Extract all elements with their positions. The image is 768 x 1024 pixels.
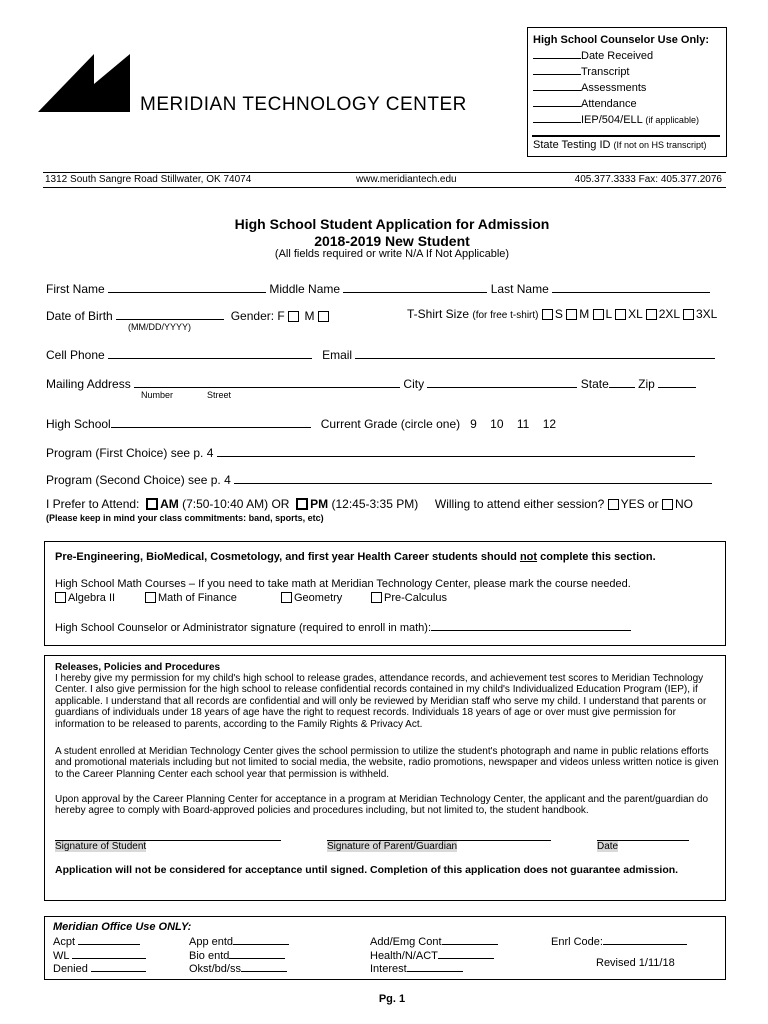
gender-f-checkbox[interactable] [288, 311, 299, 322]
geometry-label: Geometry [294, 592, 343, 604]
pm-checkbox[interactable] [296, 498, 308, 510]
cell-phone-field[interactable] [108, 346, 312, 359]
program-first-label: Program (First Choice) see p. 4 [46, 446, 214, 460]
math-finance-checkbox[interactable] [145, 592, 156, 603]
tshirt-3xl-checkbox[interactable] [683, 309, 694, 320]
office-wl-label: WL [53, 949, 70, 962]
counselor-box-title: High School Counselor Use Only: [533, 34, 710, 46]
prefer-label: I Prefer to Attend: [46, 497, 140, 511]
precalc-checkbox[interactable] [371, 592, 382, 603]
releases-heading: Releases, Policies and Procedures [55, 662, 221, 673]
number-hint: Number [141, 390, 174, 400]
precalc-label: Pre-Calculus [384, 592, 447, 604]
gender-m-label: M [304, 309, 315, 323]
tshirt-l-checkbox[interactable] [593, 309, 604, 320]
grade-12[interactable]: 12 [542, 417, 557, 431]
pm-time: (12:45-3:35 PM) [331, 497, 419, 511]
middle-name-field[interactable] [343, 280, 487, 293]
form-instructions: (All fields required or write N/A If Not Applicable) [274, 248, 510, 260]
tshirt-m-checkbox[interactable] [566, 309, 577, 320]
email-label: Email [322, 348, 353, 362]
am-time: (7:50-10:40 AM) OR [182, 497, 290, 511]
office-denied-label: Denied [53, 963, 88, 975]
state-label: State [580, 377, 609, 391]
math-heading-a: Pre-Engineering, BioMedical, Cosmetology, and first year Health Career students should [55, 551, 520, 563]
page-number: Pg. 1 [378, 993, 406, 1005]
program-second-label: Program (Second Choice) see p. 4 [46, 473, 231, 487]
geometry-checkbox[interactable] [281, 592, 292, 603]
office-enrl-code-label: Enrl Code: [551, 936, 603, 948]
acceptance-notice: Application will not be considered for acceptance until signed. Completion of this application does not guarantee admission. [55, 864, 679, 876]
math-heading-b: complete this section. [537, 551, 656, 563]
program-first-field[interactable] [217, 444, 695, 457]
city-label: City [403, 377, 425, 391]
office-interest-label: Interest [370, 963, 407, 975]
tshirt-2xl-checkbox[interactable] [646, 309, 657, 320]
grade-11[interactable]: 11 [516, 417, 530, 431]
counselor-signature-field[interactable] [431, 619, 631, 631]
state-field[interactable] [609, 375, 635, 388]
gender-m-checkbox[interactable] [318, 311, 329, 322]
counselor-item-assessments: Assessments [581, 82, 647, 94]
yes-label: YES or [620, 497, 659, 511]
tshirt-2xl-label: 2XL [658, 307, 680, 321]
zip-label: Zip [638, 377, 655, 391]
dob-hint: (MM/DD/YYYY) [128, 322, 191, 332]
tshirt-s-checkbox[interactable] [542, 309, 553, 320]
office-okst-label: Okst/bd/ss [189, 963, 241, 975]
first-name-label: First Name [46, 282, 105, 296]
tshirt-m-label: M [579, 307, 590, 321]
pm-label: PM [310, 497, 329, 511]
website: www.meridiantech.edu [356, 174, 457, 185]
counselor-use-box [527, 27, 727, 157]
date-signature-label: Date [597, 841, 619, 852]
math-heading-not: not [519, 551, 538, 563]
no-label: NO [675, 497, 694, 511]
math-section [44, 541, 726, 646]
form-title: High School Student Application for Admission [234, 216, 550, 232]
state-testing-note: (If not on HS transcript) [613, 140, 707, 150]
counselor-item-transcript: Transcript [581, 66, 630, 78]
am-label: AM [160, 497, 179, 511]
counselor-item-date-received: Date Received [581, 50, 654, 62]
tshirt-l-label: L [605, 307, 612, 321]
releases-paragraph-1: I hereby give my permission for my child's high school to release grades, attendance records, and achievement test scores to Meridian Technology Center. I also give permission for the high school to release confidential records contained in my child's Individualized Education Program (IEP), if applicable. I understand that all records are confidential and will only be reviewed by Meridian staff who serve my child. I understand that parents or guardians of individuals under 18 years of age have the right to request records. Individuals 18 years of age or over must give permission for information to be released to parents, according to the Family Rights & Privacy Act. [55, 673, 707, 730]
logo-mark [38, 52, 138, 114]
office-app-entd-label: App entd [189, 936, 234, 948]
math-courses-label: High School Math Courses [55, 578, 186, 590]
program-second-field[interactable] [234, 471, 712, 484]
zip-field[interactable] [658, 375, 696, 388]
form-subtitle: 2018-2019 New Student [314, 233, 470, 249]
tshirt-xl-label: XL [628, 307, 643, 321]
willing-label: Willing to attend either session? [434, 497, 605, 511]
releases-paragraph-3: Upon approval by the Career Planning Center for acceptance in a program at Meridian Technology Center, the applicant and the parent/guardian do hereby agree to comply with Board-approved policies and procedures including, but not limited to, the student handbook. [55, 794, 709, 817]
no-checkbox[interactable] [662, 499, 673, 510]
middle-name-label: Middle Name [269, 282, 341, 296]
iep-note: (if applicable) [645, 115, 699, 125]
cell-phone-label: Cell Phone [46, 348, 105, 362]
parent-signature-label: Signature of Parent/Guardian [327, 841, 458, 852]
office-heading: Meridian Office Use ONLY: [53, 921, 192, 933]
first-name-field[interactable] [108, 280, 266, 293]
last-name-field[interactable] [552, 280, 710, 293]
dob-field[interactable] [116, 307, 224, 320]
tshirt-note: (for free t-shirt) [472, 310, 539, 321]
mailing-address-label: Mailing Address [46, 377, 131, 391]
office-health-label: Health/N/ACT [370, 949, 438, 962]
counselor-signature-label: High School Counselor or Administrator signature (required to enroll in math): [55, 622, 432, 634]
mailing-address-field[interactable] [134, 375, 400, 388]
student-signature-label: Signature of Student [55, 841, 147, 852]
high-school-field[interactable] [111, 415, 311, 428]
grade-10[interactable]: 10 [490, 417, 504, 431]
org-name: MERIDIAN TECHNOLOGY CENTER [140, 94, 467, 115]
tshirt-label: T-Shirt Size [407, 307, 470, 321]
current-grade-label: Current Grade (circle one) [320, 417, 461, 431]
office-bio-entd-label: Bio entd [189, 949, 230, 962]
releases-section [44, 655, 726, 901]
address-bar [43, 172, 726, 188]
high-school-label: High School [46, 417, 111, 431]
gender-label: Gender: F [230, 309, 285, 323]
city-field[interactable] [427, 375, 577, 388]
yes-checkbox[interactable] [608, 499, 619, 510]
revised-date: Revised 1/11/18 [596, 957, 675, 969]
math-finance-label: Math of Finance [158, 592, 237, 604]
grade-9[interactable]: 9 [470, 417, 477, 431]
am-checkbox[interactable] [146, 498, 158, 510]
office-use-section [44, 916, 726, 980]
office-acpt-label: Acpt [53, 936, 76, 948]
street-hint: Street [207, 390, 232, 400]
math-courses-instructions: – If you need to take math at Meridian Technology Center, please mark the course needed. [185, 578, 631, 590]
counselor-item-iep: IEP/504/ELL [581, 114, 643, 126]
releases-paragraph-2: A student enrolled at Meridian Technology Center gives the school permission to utilize the student's photograph and name in public relations efforts and promotional materials including but not limited to social media, the website, radio promotions, newspaper and videos unless written notice is given to the Career Planning Center each school year that permission is withheld. [55, 746, 719, 780]
tshirt-s-label: S [554, 307, 563, 321]
counselor-item-attendance: Attendance [581, 98, 637, 110]
algebra2-label: Algebra II [68, 592, 116, 604]
address: 1312 South Sangre Road Stillwater, OK 74074 [45, 174, 252, 185]
commitments-note: (Please keep in mind your class commitments: band, sports, etc) [46, 513, 324, 523]
tshirt-xl-checkbox[interactable] [615, 309, 626, 320]
office-add-emg-label: Add/Emg Cont [370, 936, 442, 948]
email-field[interactable] [355, 346, 715, 359]
algebra2-checkbox[interactable] [55, 592, 66, 603]
last-name-label: Last Name [490, 282, 549, 296]
state-testing-label: State Testing ID [533, 139, 611, 151]
phone-fax: 405.377.3333 Fax: 405.377.2076 [574, 174, 722, 185]
dob-label: Date of Birth [46, 309, 113, 323]
tshirt-3xl-label: 3XL [695, 307, 718, 321]
